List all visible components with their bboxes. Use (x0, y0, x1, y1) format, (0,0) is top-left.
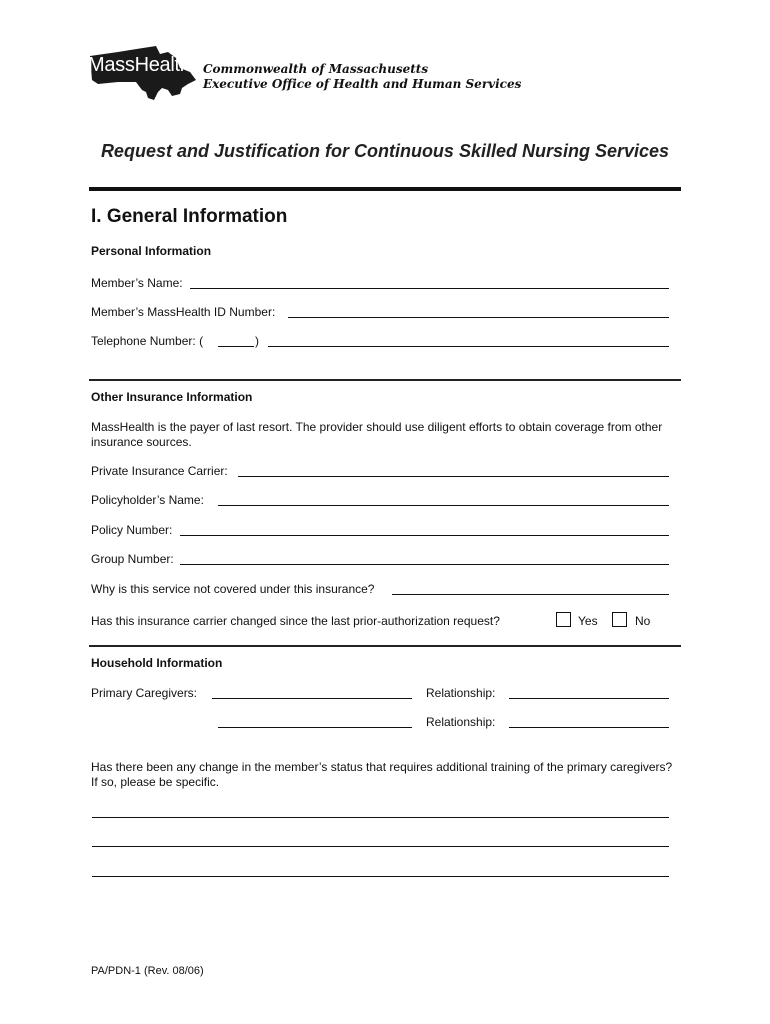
status-question: Has there been any change in the member’s status that requires additional training of the primary caregivers? If so, please be specific. (91, 760, 673, 789)
insurance-heading: Other Insurance Information (91, 390, 253, 404)
status-answer-line-3[interactable] (92, 876, 669, 877)
carrier-field[interactable] (238, 476, 669, 477)
agency-name (203, 62, 521, 92)
agency-line-1: Commonwealth of Massachusetts (203, 62, 429, 76)
yes-label: Yes (578, 614, 598, 628)
group-number-label: Group Number: (91, 552, 174, 566)
logo-text: MassHealth (88, 54, 191, 76)
policy-number-label: Policy Number: (91, 523, 173, 537)
member-name-field[interactable] (190, 288, 669, 289)
yes-checkbox[interactable] (556, 612, 571, 627)
relationship-2-label: Relationship: (426, 715, 496, 729)
primary-caregivers-label: Primary Caregivers: (91, 686, 198, 700)
member-id-label: Member’s MassHealth ID Number: (91, 305, 276, 319)
form-title: Request and Justification for Continuous Skilled Nursing Services (100, 141, 670, 161)
section-divider (89, 379, 681, 381)
why-not-covered-field[interactable] (392, 594, 669, 595)
why-not-covered-label: Why is this service not covered under this insurance? (91, 582, 375, 596)
section-divider (89, 645, 681, 647)
area-code-field[interactable] (218, 346, 254, 347)
policy-number-field[interactable] (180, 535, 669, 536)
member-id-field[interactable] (288, 317, 669, 318)
relationship-1-label: Relationship: (426, 686, 496, 700)
telephone-close-paren: ) (255, 334, 259, 348)
form-number: PA/PDN-1 (Rev. 08/06) (91, 965, 204, 977)
no-label: No (635, 614, 651, 628)
title-divider (89, 187, 681, 191)
telephone-field[interactable] (268, 346, 669, 347)
relationship-2-field[interactable] (509, 727, 669, 728)
masshealth-logo (88, 42, 198, 102)
personal-info-heading: Personal Information (91, 244, 212, 258)
no-checkbox[interactable] (612, 612, 627, 627)
group-number-field[interactable] (180, 564, 669, 565)
carrier-label: Private Insurance Carrier: (91, 464, 228, 478)
agency-line-2: Executive Office of Health and Human Services (203, 77, 522, 91)
insurance-note: MassHealth is the payer of last resort. The provider should use diligent efforts to obtain coverage from other insurance sources. (91, 420, 663, 449)
section-heading: I. General Information (91, 206, 288, 227)
relationship-1-field[interactable] (509, 698, 669, 699)
status-answer-line-1[interactable] (92, 817, 669, 818)
caregiver-1-field[interactable] (212, 698, 412, 699)
policyholder-label: Policyholder’s Name: (91, 493, 204, 507)
caregiver-2-field[interactable] (218, 727, 412, 728)
telephone-label: Telephone Number: ( (91, 334, 204, 348)
carrier-changed-label: Has this insurance carrier changed since the last prior-authorization request? (91, 614, 500, 628)
status-answer-line-2[interactable] (92, 846, 669, 847)
member-name-label: Member’s Name: (91, 276, 183, 290)
household-heading: Household Information (91, 656, 223, 670)
policyholder-field[interactable] (218, 505, 669, 506)
